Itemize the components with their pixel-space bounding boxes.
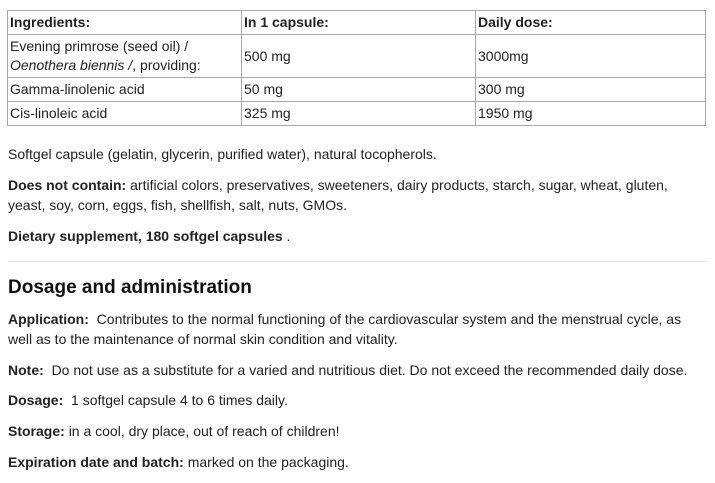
storage-paragraph [8, 421, 708, 441]
storage-label: Storage: [8, 423, 65, 439]
header-ingredients: Ingredients: [8, 11, 242, 35]
dosage-text: 1 softgel capsule 4 to 6 times daily. [71, 392, 288, 408]
does-not-contain-label: Does not contain: [8, 177, 127, 193]
application-text: Contributes to the normal functioning of the cardiovascular system and the menstrual cycle, as well as to the maintenance of normal skin condition and vitality. [8, 311, 682, 347]
application-label: Application: [8, 311, 89, 327]
dosage-paragraph [8, 390, 708, 410]
ingredient-latin-name: Oenothera biennis / [10, 57, 133, 73]
capsule-amount: 500 mg [242, 35, 476, 78]
daily-amount: 3000mg [476, 35, 706, 78]
does-not-contain-text: artificial colors, preservatives, sweeteners, dairy products, starch, sugar, wheat, gluten, yeast, soy, corn, eggs, fish, shellfish, salt, nuts, GMOs. [8, 177, 668, 213]
does-not-contain-paragraph [8, 175, 708, 215]
supplement-label: Dietary supplement, 180 softgel capsules [8, 228, 283, 244]
note-label: Note: [8, 362, 44, 378]
daily-amount: 1950 mg [476, 102, 706, 126]
storage-text: in a cool, dry place, out of reach of children! [68, 423, 340, 439]
table-header-row [8, 11, 706, 35]
supplement-suffix: . [286, 228, 291, 244]
capsule-amount: 325 mg [242, 102, 476, 126]
table-row [8, 78, 706, 102]
section-divider [8, 261, 707, 262]
ingredient-name: Evening primrose (seed oil) / [10, 38, 189, 54]
section-title: Dosage and administration [8, 277, 252, 298]
ingredients-table [7, 10, 706, 126]
table-row [8, 102, 706, 126]
expiration-label: Expiration date and batch: [8, 454, 184, 470]
ingredient-name-suffix: , providing: [132, 57, 201, 73]
expiration-paragraph [8, 452, 708, 472]
header-in-1-capsule: In 1 capsule: [242, 11, 476, 35]
note-paragraph [8, 360, 708, 380]
expiration-text: marked on the packaging. [187, 454, 349, 470]
ingredient-name-cell [8, 35, 242, 78]
header-daily-dose: Daily dose: [476, 11, 706, 35]
application-paragraph [8, 309, 708, 349]
dosage-label: Dosage: [8, 392, 64, 408]
ingredient-name: Cis-linoleic acid [8, 102, 242, 126]
table-row [8, 35, 706, 78]
capsule-amount: 50 mg [242, 78, 476, 102]
supplement-paragraph [8, 226, 708, 246]
ingredient-name: Gamma-linolenic acid [8, 78, 242, 102]
composition-text: Softgel capsule (gelatin, glycerin, purified water), natural tocopherols. [8, 146, 437, 162]
note-text: Do not use as a substitute for a varied and nutritious diet. Do not exceed the recommended daily dose. [51, 362, 688, 378]
daily-amount: 300 mg [476, 78, 706, 102]
